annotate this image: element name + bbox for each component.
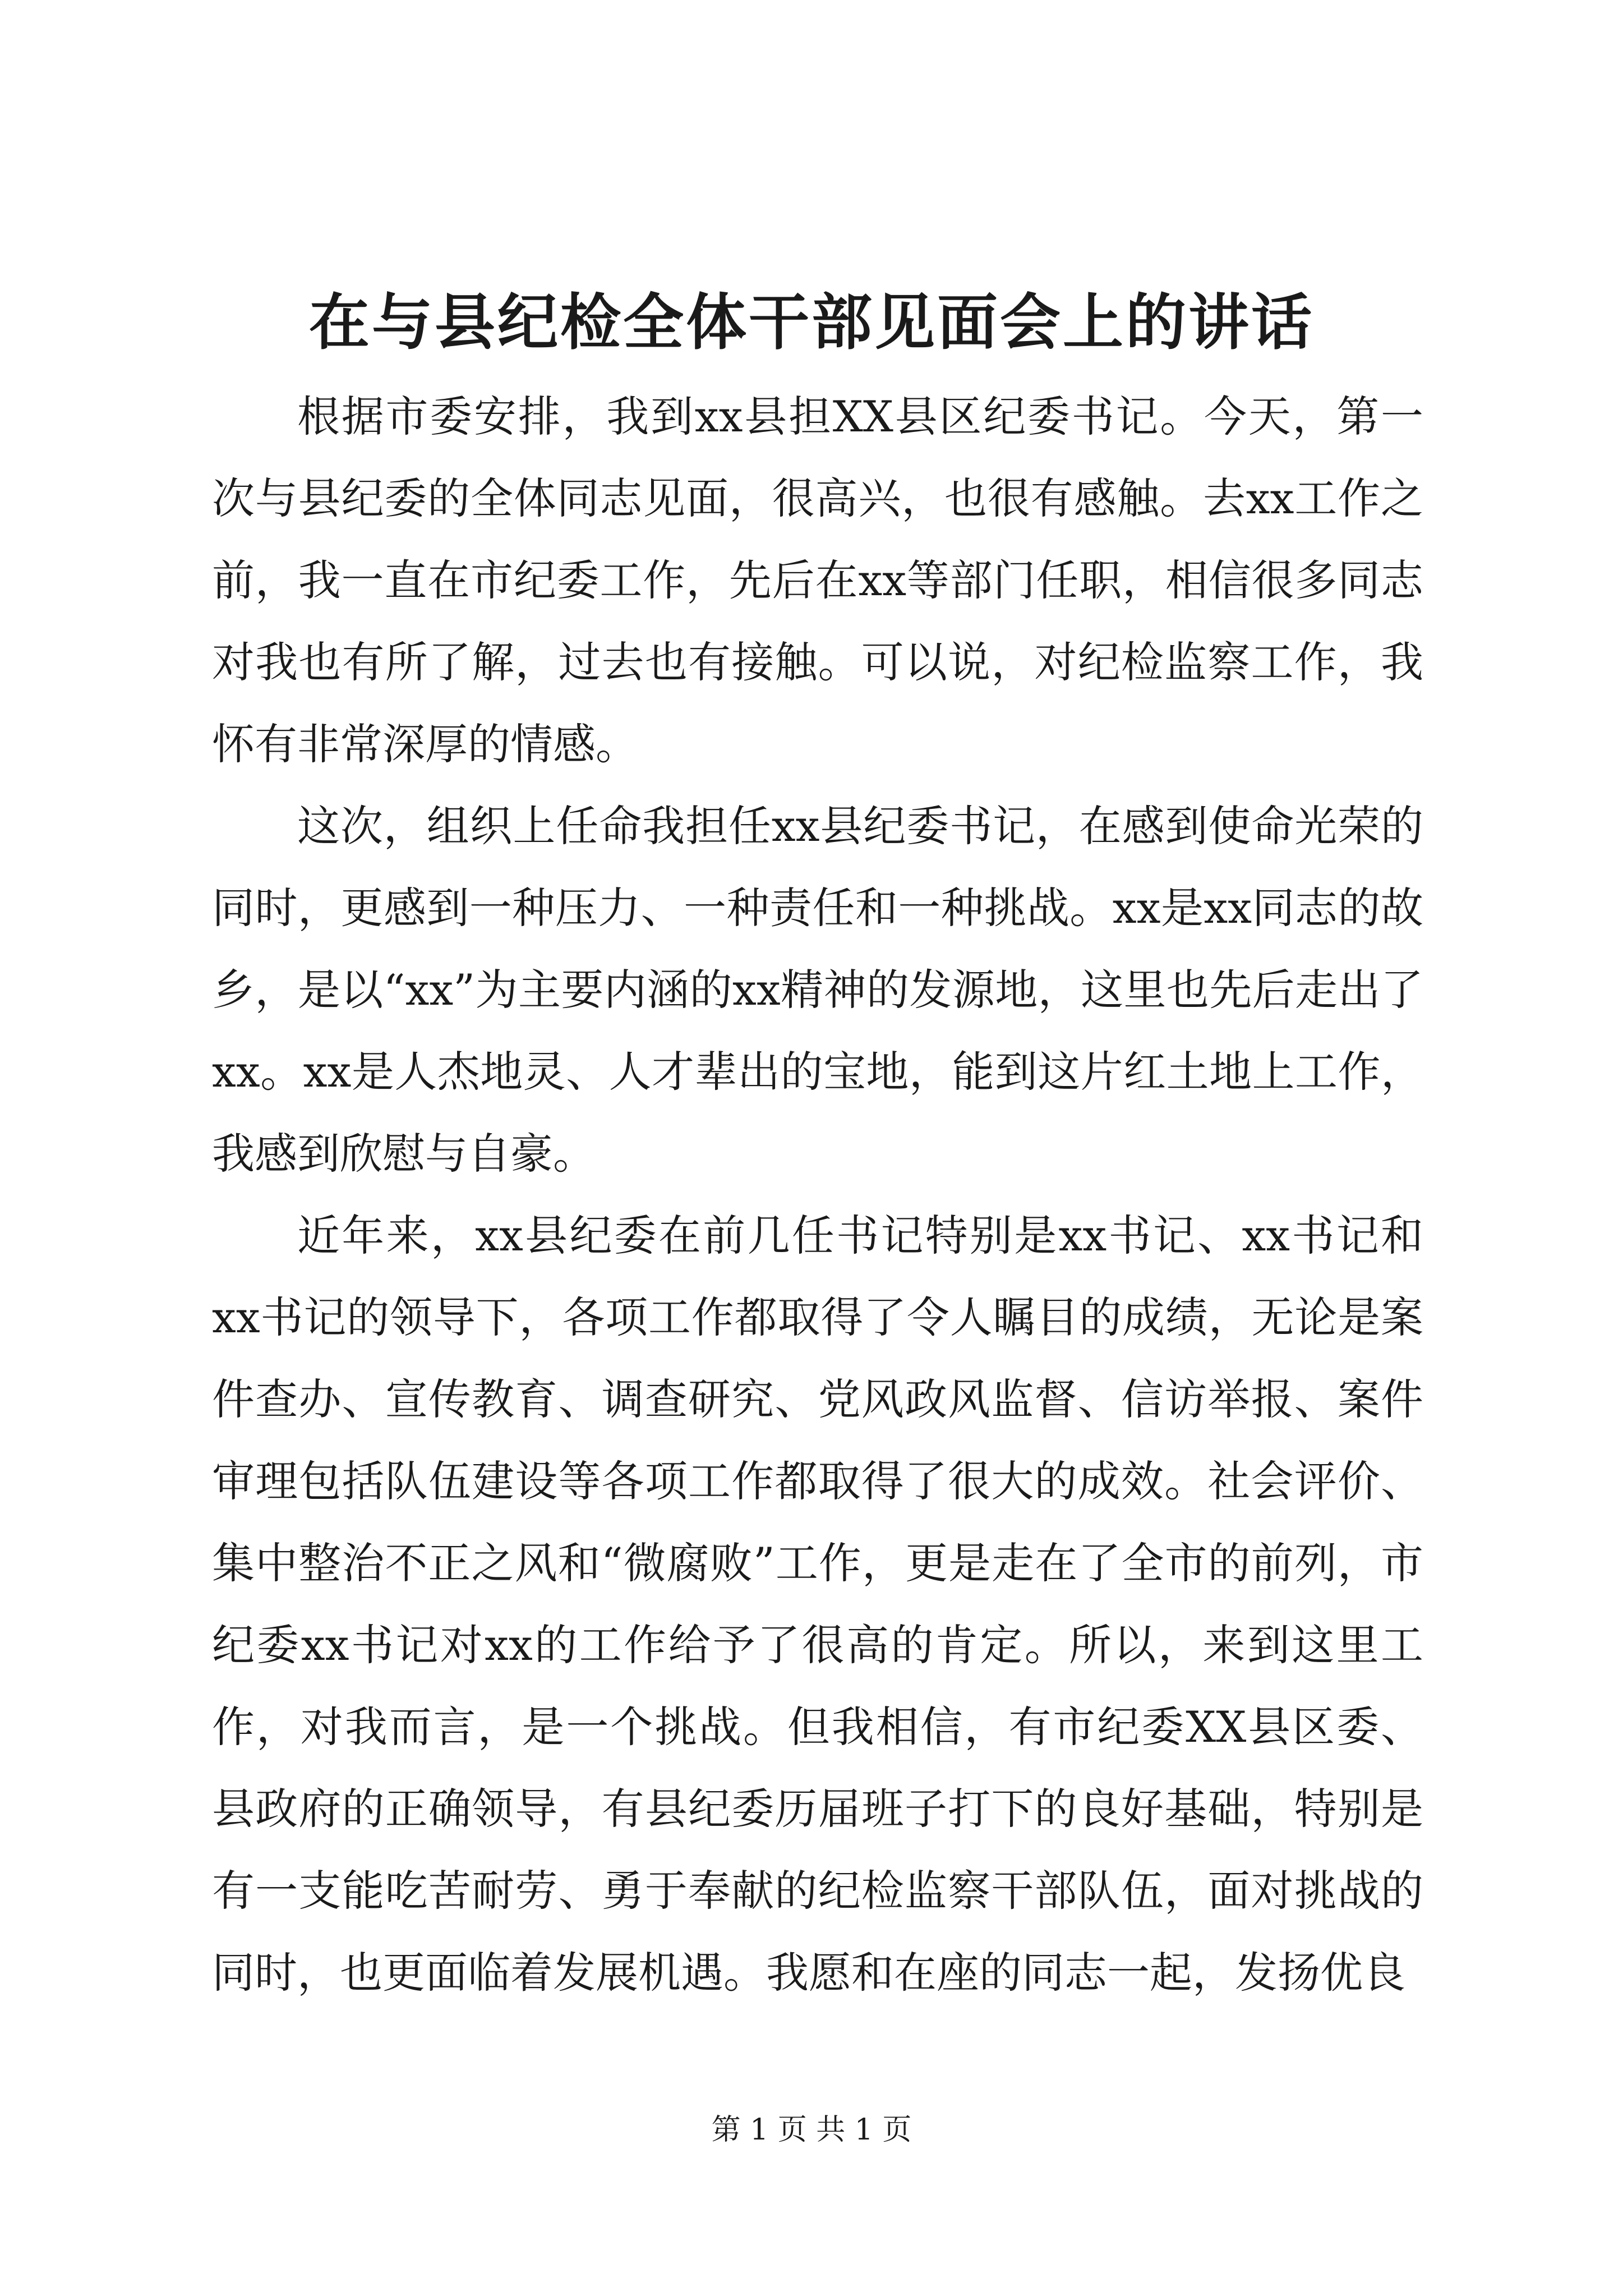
document-body [212, 376, 1423, 2014]
document-title: 在与县纪检全体干部见面会上的讲话 [308, 287, 1314, 358]
paragraph-3: 近年来，xx县纪委在前几任书记特别是xx书记、xx书记和xx书记的领导下，各项工作都取得了令人瞩目的成绩，无论是案件查办、宣传教育、调查研究、党风政风监督、信访举报、案件审理包括队伍建设等各项工作都取得了很大的成效。社会评价、集中整治不正之风和“微腐败”工作，更是走在了全市的前列，市纪委xx书记对xx的工作给予了很高的肯定。所以，来到这里工作，对我而言，是一个挑战。但我相信，有市纪委XX县区委、县政府的正确领导，有县纪委历届班子打下的良好基础，特别是有一支能吃苦耐劳、勇于奉献的纪检监察干部队伍，面对挑战的同时，也更面临着发展机遇。我愿和在座的同志一起，发扬优良 [212, 1211, 1423, 1998]
page-footer: 第 1 页 共 1 页 [711, 2113, 912, 2147]
paragraph-1: 根据市委安排，我到xx县担XX县区纪委书记。今天，第一次与县纪委的全体同志见面，很高兴，也很有感触。去xx工作之前，我一直在市纪委工作，先后在xx等部门任职，相信很多同志对我也有所了解，过去也有接触。可以说，对纪检监察工作，我怀有非常深厚的情感。 [212, 392, 1423, 769]
paragraph-2: 这次，组织上任命我担任xx县纪委书记，在感到使命光荣的同时，更感到一种压力、一种责任和一种挑战。xx是xx同志的故乡，是以“xx”为主要内涵的xx精神的发源地，这里也先后走出了xx。xx是人杰地灵、人才辈出的宝地，能到这片红土地上工作，我感到欣慰与自豪。 [212, 801, 1423, 1179]
